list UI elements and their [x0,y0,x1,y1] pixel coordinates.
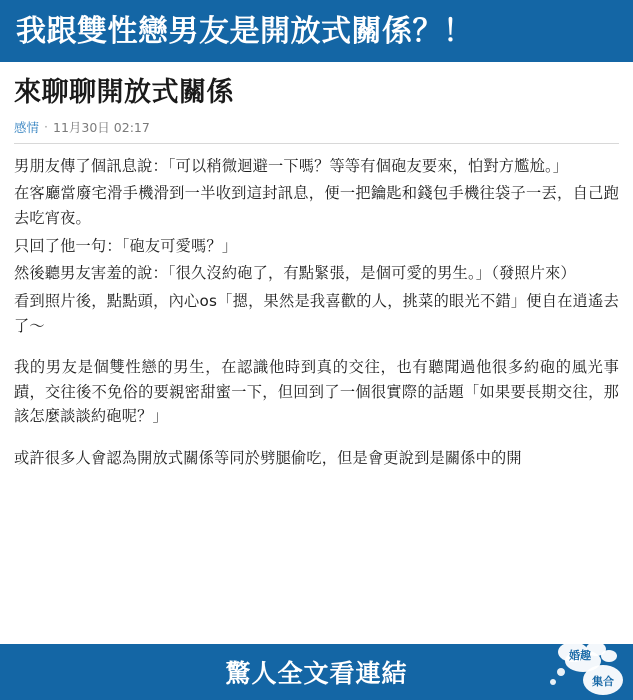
svg-text:集合: 集合 [592,675,614,688]
paragraph: 在客廳當廢宅滑手機滑到一半收到這封訊息，便一把鑰匙和錢包手機往袋子一丟，自己跑去吃宵夜。 [14,184,619,227]
bottom-banner[interactable] [0,644,633,700]
meta-separator: · [44,119,48,135]
article-meta [14,118,619,136]
top-banner-title: 我跟雙性戀男友是開放式關係？！ [16,13,474,49]
paragraph: 看到照片後，點點頭，內心os「摁，果然是我喜歡的人，挑菜的眼光不錯」便自在逍遙去了～ [14,291,619,335]
category-link[interactable]: 感情 [14,119,40,135]
paragraph: 然後聽男友害羞的說：「很久沒約砲了，有點緊張，是個可愛的男生。」（發照片來） [14,264,576,283]
top-banner [0,0,633,62]
paragraph: 男朋友傳了個訊息說：「可以稍微迴避一下嗎？等等有個砲友要來，怕對方尷尬。」 [14,156,569,175]
brand-logo-icon [539,636,625,698]
paragraph: 或許很多人會認為開放式關係等同於劈腿偷吃，但是會更說到是關係中的開 [14,449,522,467]
article-body [14,154,619,471]
publish-date: 11月30日 02:17 [53,119,150,135]
article-content [0,62,633,644]
paragraph: 我的男友是個雙性戀的男生，在認識他時到真的交往，也有聽聞過他很多約砲的風光事蹟，交往後不免俗的要親密甜蜜一下，但回到了一個很實際的話題「如果要長期交往，那該怎麼談談約砲呢？」 [14,358,619,426]
paragraph: 只回了他一句：「砲友可愛嗎？」 [14,236,238,255]
header-divider [14,143,619,144]
bottom-banner-title: 驚人全文看連結 [225,659,408,688]
page-title: 來聊聊開放式關係 [14,77,234,108]
svg-text:婚趣: 婚趣 [569,649,591,662]
